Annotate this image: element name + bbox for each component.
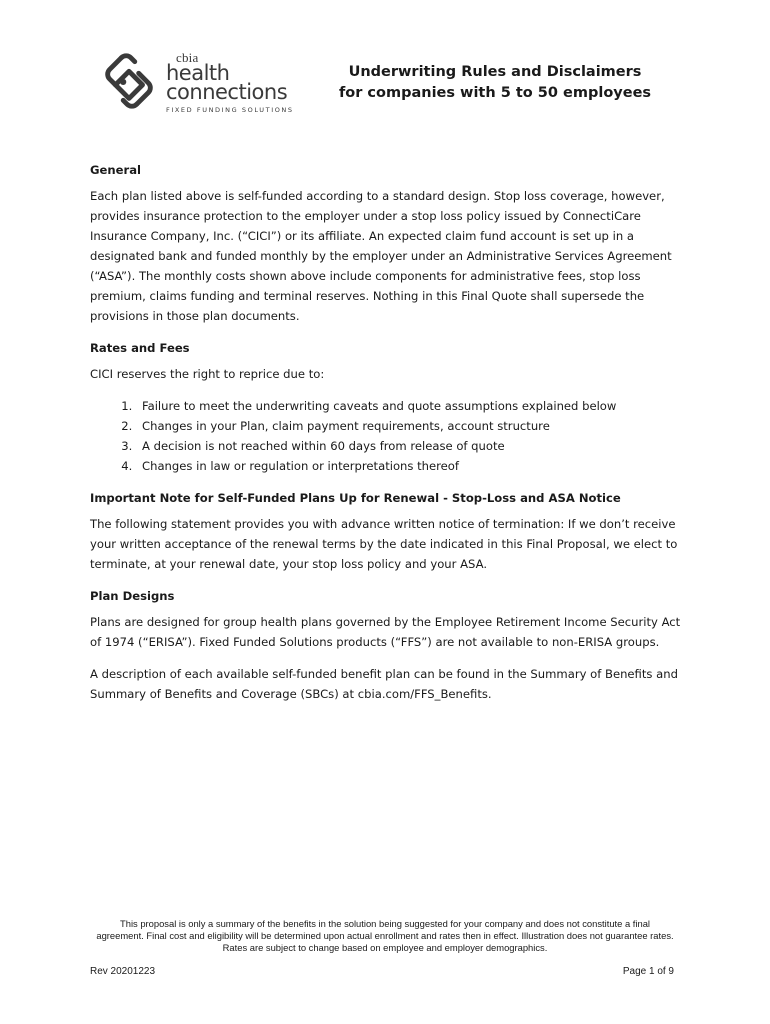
revision-number: Rev 20201223: [90, 966, 156, 977]
section-renewal-notice: [90, 488, 690, 574]
footer-disclaimer: This proposal is only a summary of the benefits in the solution being suggested for your company and does not constitute a final agreement. Final cost and eligibility will be determined upon actual enrollment and rates then in effect. Illustration does not guarantee rates. Rates are subject to change based on employee and employer demographics.: [96, 918, 674, 953]
logo-cbia-text: cbia: [176, 50, 199, 65]
section-plan-designs: [90, 586, 690, 704]
list-item: 2. Changes in your Plan, claim payment requirements, account structure: [136, 416, 690, 436]
section-heading-renewal: Important Note for Self-Funded Plans Up for Renewal - Stop-Loss and ASA Notice: [90, 491, 621, 505]
section-general: [90, 160, 690, 326]
list-item: 4. Changes in law or regulation or interpretations thereof: [136, 456, 690, 476]
section-heading-plan-designs: Plan Designs: [90, 589, 175, 603]
section-heading-rates: Rates and Fees: [90, 341, 190, 355]
page-number: Page 1 of 9: [622, 966, 674, 977]
list-item: 1. Failure to meet the underwriting caveats and quote assumptions explained below: [136, 396, 690, 416]
document-title: [330, 62, 660, 104]
rates-intro: CICI reserves the right to reprice due to:: [90, 367, 325, 381]
renewal-paragraph: The following statement provides you with advance written notice of termination: If we don’t receive your written acceptance of the renewal terms by the date indicated in this Final Proposal, we elect to terminate, at your renewal date, your stop loss policy and your ASA.: [90, 517, 678, 571]
general-paragraph: Each plan listed above is self-funded according to a standard design. Stop loss coverage, however, provides insurance protection to the employer under a stop loss policy issued by ConnectiCare Insurance Company, Inc. (“CICI”) or its affiliate. An expected claim fund account is set up in a designated bank and funded monthly by the employer under an Administrative Services Agreement (“ASA”). The monthly costs shown above include components for administrative fees, stop loss premium, claims funding and terminal reserves. Nothing in this Final Quote shall supersede the provisions in those plan documents.: [90, 189, 672, 323]
logo-connections-text: connections: [166, 80, 288, 104]
logo-mark-icon: [100, 52, 158, 110]
logo-tagline: FIXED FUNDING SOLUTIONS: [166, 106, 294, 114]
title-line-1: Underwriting Rules and Disclaimers: [348, 64, 642, 80]
cbia-health-connections-logo: [100, 50, 310, 120]
list-item: 3. A decision is not reached within 60 days from release of quote: [136, 436, 690, 456]
plan-designs-paragraph-1: Plans are designed for group health plans governed by the Employee Retirement Income Security Act of 1974 (“ERISA”). Fixed Funded Solutions products (“FFS”) are not available to non-ERISA groups.: [90, 615, 681, 649]
logo-health-text: health: [166, 61, 230, 85]
document-body: [90, 160, 690, 716]
section-heading-general: General: [90, 163, 142, 177]
section-rates-and-fees: [90, 338, 690, 476]
title-line-2: for companies with 5 to 50 employees: [338, 85, 652, 101]
plan-designs-paragraph-2: A description of each available self-funded benefit plan can be found in the Summary of Benefits and Summary of Benefits and Coverage (SBCs) at cbia.com/FFS_Benefits.: [90, 667, 678, 701]
reprice-reasons-list: [90, 396, 690, 476]
